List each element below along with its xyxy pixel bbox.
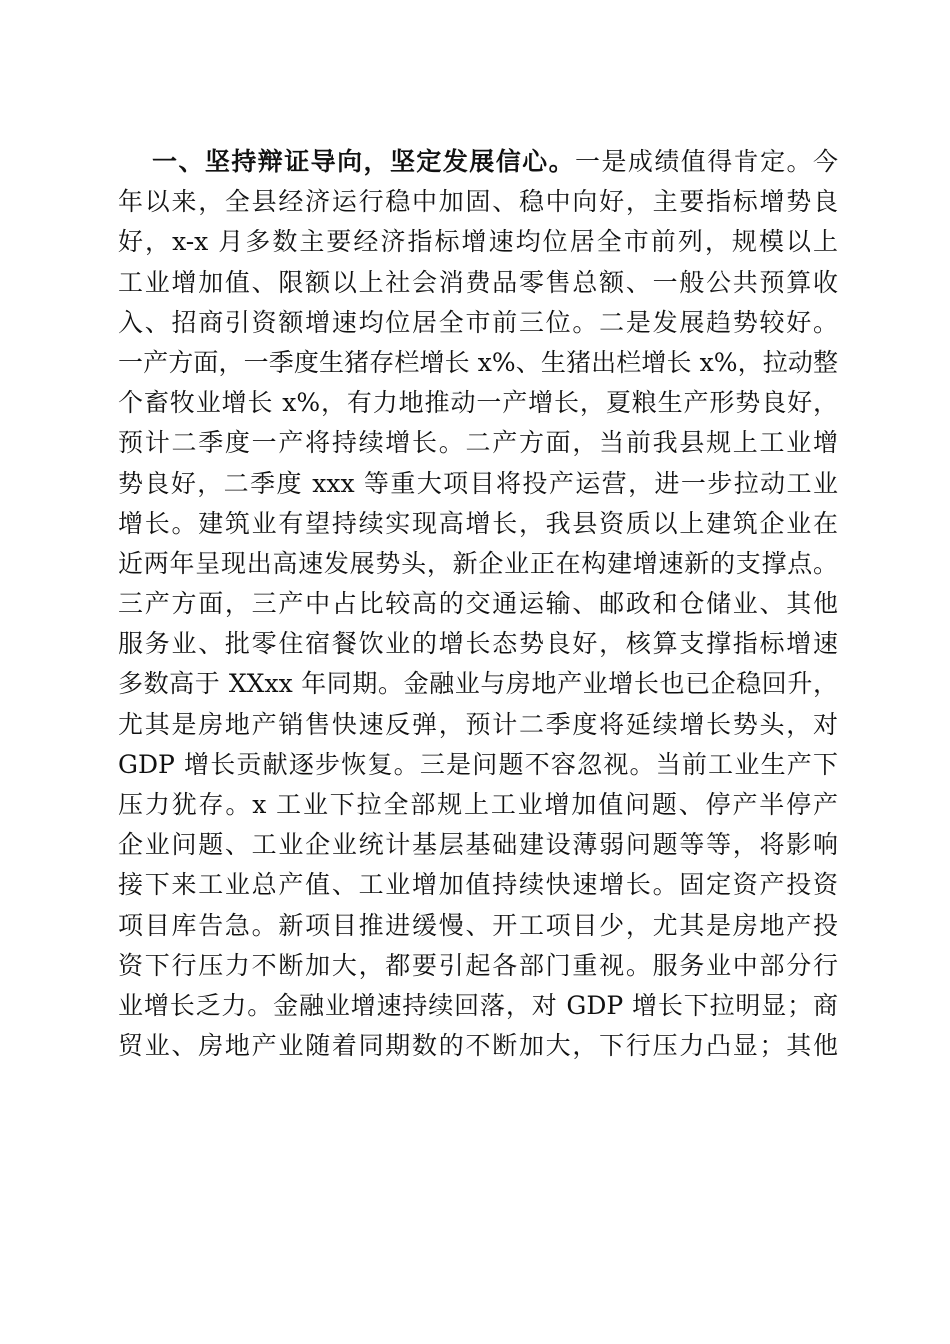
paragraph-line: 个畜牧业增长 x%，有力地推动一产增长，夏粮生产形势良好， bbox=[118, 388, 838, 418]
paragraph-line: 接下来工业总产值、工业增加值持续快速增长。固定资产投资 bbox=[118, 870, 838, 900]
paragraph-line: 服务业、批零住宿餐饮业的增长态势良好，核算支撑指标增速 bbox=[118, 629, 838, 659]
paragraph-line: 贸业、房地产业随着同期数的不断加大，下行压力凸显；其他 bbox=[118, 1031, 838, 1061]
paragraph-line: 多数高于 XXxx 年同期。金融业与房地产业增长也已企稳回升， bbox=[118, 669, 838, 699]
body-paragraph bbox=[118, 142, 838, 1066]
paragraph-line: 尤其是房地产销售快速反弹，预计二季度将延续增长势头，对 bbox=[118, 709, 838, 739]
paragraph-line: 业增长乏力。金融业增速持续回落，对 GDP 增长下拉明显；商 bbox=[118, 990, 838, 1020]
paragraph-line: 入、招商引资额增速均位居全市前三位。二是发展趋势较好。 bbox=[118, 307, 838, 337]
paragraph-line: 资下行压力不断加大，都要引起各部门重视。服务业中部分行 bbox=[118, 950, 838, 980]
paragraph-line: 企业问题、工业企业统计基层基础建设薄弱问题等等，将影响 bbox=[118, 830, 838, 860]
paragraph-line: 工业增加值、限额以上社会消费品零售总额、一般公共预算收 bbox=[118, 267, 838, 297]
paragraph-line: 一产方面，一季度生猪存栏增长 x%、生猪出栏增长 x%，拉动整 bbox=[118, 347, 838, 377]
paragraph-line: 年以来，全县经济运行稳中加固、稳中向好，主要指标增势良 bbox=[118, 187, 838, 217]
paragraph-line: 三产方面，三产中占比较高的交通运输、邮政和仓储业、其他 bbox=[118, 589, 838, 619]
paragraph-line: 压力犹存。x 工业下拉全部规上工业增加值问题、停产半停产 bbox=[118, 790, 838, 819]
paragraph-line: 预计二季度一产将持续增长。二产方面，当前我县规上工业增 bbox=[118, 428, 838, 458]
line-text: 一是成绩值得肯定。今 bbox=[575, 147, 838, 176]
paragraph-line-1 bbox=[118, 142, 838, 182]
paragraph-line: 势良好，二季度 xxx 等重大项目将投产运营，进一步拉动工业 bbox=[118, 468, 838, 498]
paragraph-line: 项目库告急。新项目推进缓慢、开工项目少，尤其是房地产投 bbox=[118, 910, 838, 940]
paragraph-line: GDP 增长贡献逐步恢复。三是问题不容忽视。当前工业生产下 bbox=[118, 749, 838, 779]
paragraph-line: 好，x-x 月多数主要经济指标增速均位居全市前列，规模以上 bbox=[118, 227, 838, 257]
section-heading: 一、坚持辩证导向，坚定发展信心。 bbox=[152, 147, 576, 176]
paragraph-line: 近两年呈现出高速发展势头，新企业正在构建增速新的支撑点。 bbox=[118, 548, 838, 578]
paragraph-line: 增长。建筑业有望持续实现高增长，我县资质以上建筑企业在 bbox=[118, 508, 838, 538]
